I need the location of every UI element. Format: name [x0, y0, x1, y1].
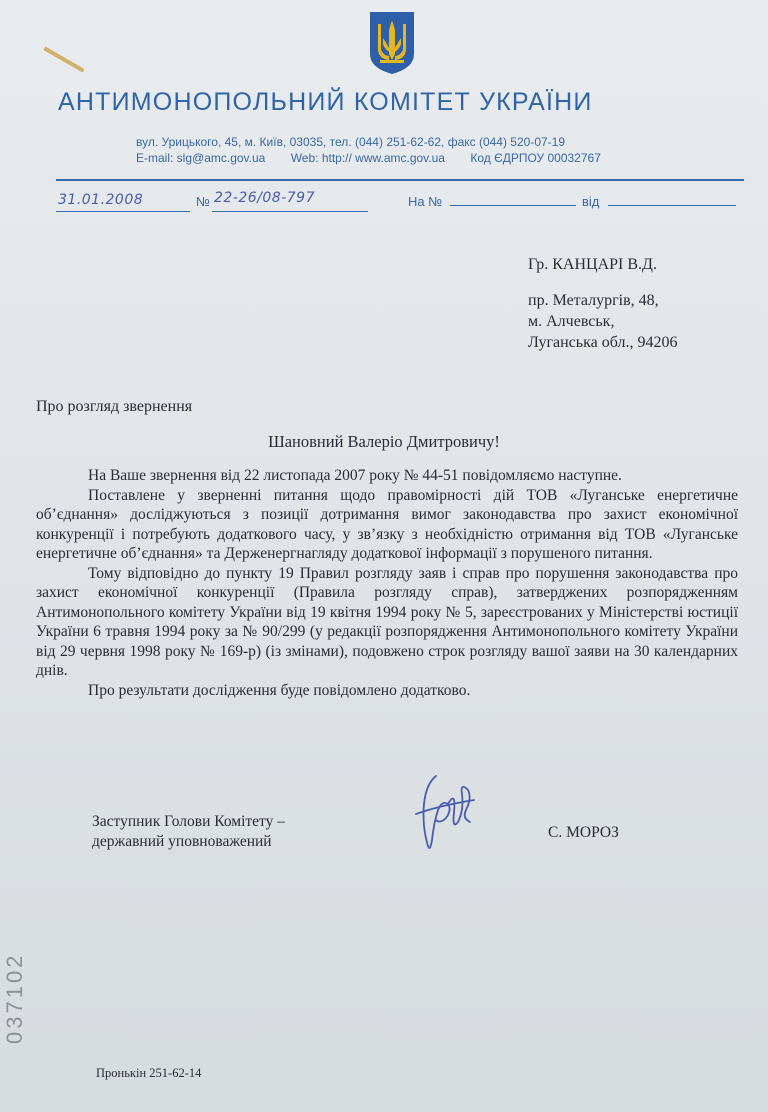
outgoing-number: 22-26/08-797	[214, 190, 315, 206]
reply-date-underline	[608, 205, 736, 206]
letter-body	[36, 466, 738, 700]
letterhead-divider	[56, 179, 744, 181]
website-text: Web: http:// www.amc.gov.ua	[290, 151, 445, 165]
handwritten-signature	[408, 770, 480, 856]
signer-title-line: державний уповноважений	[92, 833, 272, 850]
body-paragraph: На Ваше звернення від 22 листопада 2007 року № 44-51 повідомляємо наступне.	[88, 467, 622, 484]
pin-mark	[43, 46, 85, 72]
address-line: вул. Урицького, 45, м. Київ, 03035, тел. (044) 251-62-62, факс (044) 520-07-19	[136, 135, 566, 149]
signer-name: С. МОРОЗ	[548, 824, 619, 841]
executor-info: Пронькін 251-62-14	[96, 1066, 202, 1080]
body-paragraph: Поставлене у зверненні питання щодо правомірності дій ТОВ «Луганське енергетичне об’єднання» досліджуються з позиції дотримання вимог законодавства про захист економічної конкуренції і потребують додаткового часу, у зв’язку з необхідністю отримання від ТОВ «Луганське енергетичне об’єднання» та Держенергнагляду додаткової інформації з порушеного питання.	[36, 486, 738, 562]
recipient-name: Гр. КАНЦАРІ В.Д.	[528, 256, 657, 273]
salutation: Шановний Валеріо Дмитровичу!	[268, 432, 500, 451]
date-underline	[56, 211, 190, 212]
edrpou-code: Код ЄДРПОУ 00032767	[470, 151, 601, 165]
reply-number-label: На №	[408, 194, 443, 209]
reply-number-underline	[450, 205, 576, 206]
recipient-address-line: пр. Металургів, 48,	[528, 292, 659, 309]
recipient-address-line: Луганська обл., 94206	[528, 334, 678, 351]
recipient-block	[528, 254, 748, 353]
body-paragraph: Тому відповідно до пункту 19 Правил розгляду заяв і справ про порушення законодавства про захист економічної конкуренції (Правила розгляду справ), затверджених розпорядженням Антимонопольного комітету України від 19 квітня 1994 року № 5, зареєстрованих у Міністерстві юстиції України 6 травня 1994 року за № 90/299 (у редакції розпорядження Антимонопольного комітету України від 29 червня 1998 року № 169-р) (із змінами), подовжено строк розгляду вашої заяви на 30 календарних днів.	[36, 564, 738, 679]
email-text: E-mail: slg@amc.gov.ua	[136, 151, 266, 165]
registration-number: 037102	[2, 952, 27, 1044]
trident-emblem-icon	[368, 10, 416, 76]
reference-line	[56, 190, 746, 216]
recipient-address-line: м. Алчевськ,	[528, 313, 615, 330]
outgoing-date: 31.01.2008	[58, 192, 144, 208]
reply-date-label: від	[582, 194, 600, 209]
number-underline	[212, 211, 368, 212]
number-label: №	[196, 194, 210, 209]
letter-subject: Про розгляд звернення	[36, 398, 193, 415]
body-paragraph: Про результати дослідження буде повідомлено додатково.	[88, 681, 471, 699]
contacts-row	[136, 150, 696, 166]
signer-title-line: Заступник Голови Комітету –	[92, 813, 285, 830]
organization-name: АНТИМОНОПОЛЬНИЙ КОМІТЕТ УКРАЇНИ	[58, 88, 593, 116]
letterhead-contacts	[136, 134, 696, 166]
signer-title	[92, 812, 285, 852]
